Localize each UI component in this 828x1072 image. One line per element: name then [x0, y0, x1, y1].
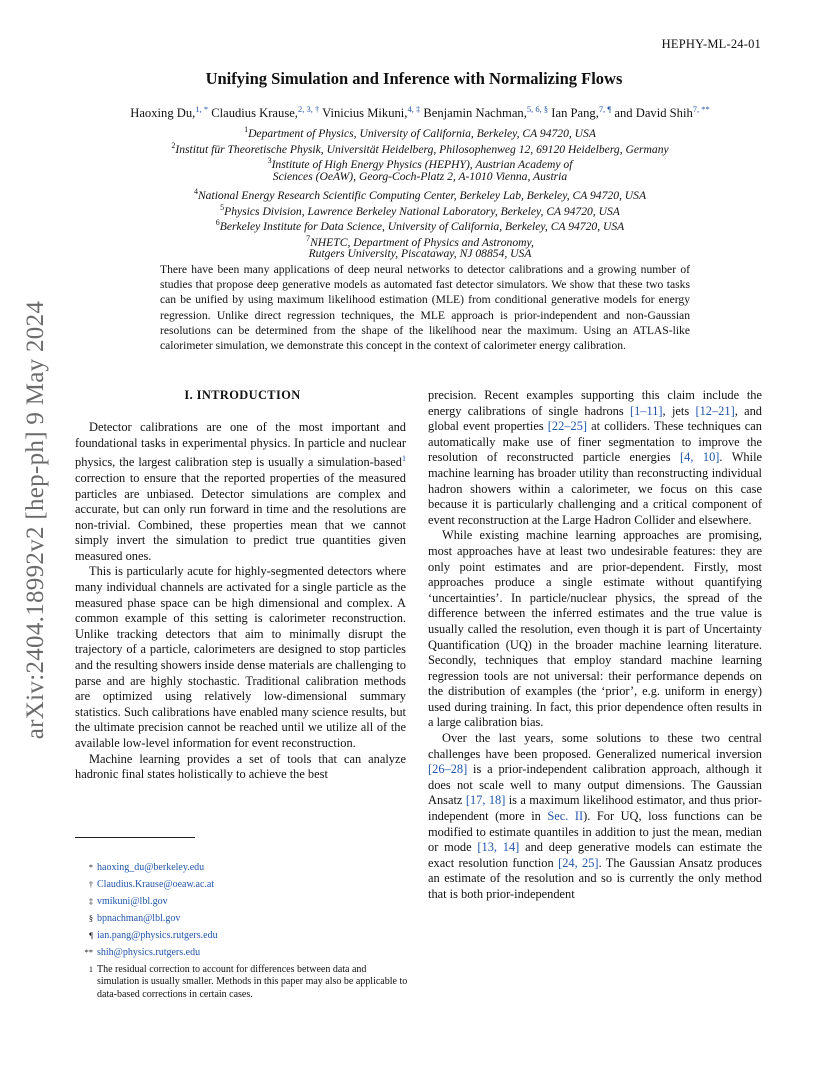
right-column [428, 388, 762, 903]
author-list [70, 104, 770, 121]
email-link[interactable]: haoxing_du@berkeley.edu [97, 862, 205, 873]
arxiv-identifier[interactable]: arXiv:2404.18992v2 [hep-ph] 9 May 2024 [22, 300, 49, 740]
section-heading: I. INTRODUCTION [184, 388, 301, 402]
paper-title: Unifying Simulation and Inference with Normalizing Flows [205, 69, 623, 88]
footnote: ¶ ian.pang@physics.rutgers.edu [75, 930, 410, 947]
author-name: Ian Pang, [551, 106, 599, 121]
author-marks[interactable]: 2, 3, † [297, 104, 320, 114]
email-link[interactable]: Claudius.Krause@oeaw.ac.at [97, 878, 215, 890]
author-marks[interactable]: 5, 6, § [526, 104, 549, 114]
author-name: Vinicius Mikuni, [322, 106, 408, 121]
author-marks[interactable]: 4, ‡ [407, 104, 421, 114]
affiliation-line: $^5$Physics Division, Lawrence Berkeley National Laboratory, Berkeley, CA 94720, USA [220, 202, 620, 218]
author-marks[interactable]: 1, * [195, 104, 209, 114]
intro-paragraph-1: Detector calibrations are one of the most important and foundational tasks in experimental physics. In particle and nuclear physics, the largest calibration step is usually a simulation-based$^1$ correction to ensure that the reported properties of the measured particles are unbiased. Detector simulations are complex and accurate, but can only run forward in time and the resolutions are non-trivial. Combined, these properties mean that we cannot simply invert the simulation to predict true quantities given measured ones. [75, 420, 406, 563]
affiliation-line: $^3$Institute of High Energy Physics (HEPHY), Austrian Academy of [267, 156, 573, 171]
author-marks[interactable]: 7, ** [692, 104, 710, 114]
email-link[interactable]: shih@physics.rutgers.edu [97, 946, 201, 958]
affiliation-line: $^7$NHETC, Department of Physics and Astronomy, [306, 233, 534, 249]
footnotes [75, 862, 410, 1001]
footnote-text: The residual correction to account for differences between data and simulation is usually smaller. Methods in this paper may also be applicable to data-based corrections in certain cases. [97, 963, 408, 1000]
citation-link[interactable]: Sec. II [547, 809, 584, 824]
affiliation-line: $^6$Berkeley Institute for Data Science, University of California, Berkeley, CA 94720, USA [215, 218, 625, 233]
citation-link[interactable]: [26–28] [428, 762, 468, 777]
arxiv-side-stamp [16, 285, 56, 755]
abstract: There have been many applications of deep neural networks to detector calibrations and a growing number of studies that propose deep generative models as automated fast detector simulators. We show that these two tasks can be unified by using maximum likelihood estimation (MLE) from conditional generative models for energy regression. Unlike direct regression techniques, the MLE approach is prior-independent and non-Gaussian resolutions can be determined from the shape of the likelihood near the maximum. Using an ATLAS-like calorimeter simulation, we demonstrate this concept in the context of calorimeter energy calibration. [160, 263, 690, 353]
affiliation-line: Rutgers University, Piscataway, NJ 08854, USA [308, 247, 532, 260]
footnote: ** shih@physics.rutgers.edu [75, 947, 410, 964]
footnote: ‡ vmikuni@lbl.gov [75, 896, 410, 913]
author-name: and David Shih [614, 106, 693, 121]
citation-link[interactable]: [17, 18] [465, 793, 506, 808]
email-link[interactable]: ian.pang@physics.rutgers.edu [97, 929, 218, 941]
email-link[interactable]: vmikuni@lbl.gov [97, 895, 168, 907]
intro-paragraph-2: This is particularly acute for highly-segmented detectors where many individual channels are activated for a single particle as the measured phase space can be high dimensional and complex. A common example of this setting is calorimeter reconstruction. Unlike tracking detectors that aim to minimally disrupt the trajectory of a particle, calorimeters are designed to stop particles and the resulting showers inside dense materials are challenging to parse and are highly stochastic. Traditional calibration methods are optimized using relatively low-dimensional summary statistics. Such calibrations have enabled many science results, but the ultimate precision cannot be reached until we utilize all of the available low-level information for event reconstruction. [75, 564, 406, 750]
citation-link[interactable]: [12–21] [695, 403, 735, 418]
author-name: Benjamin Nachman, [423, 106, 527, 121]
intro-paragraph-6: Over the last years, some solutions to these two central challenges have been proposed. Generalized numerical inversion [26–28] is a prior-independent calibration approach, although it does not scale well to many output dimensions. The Gaussian Ansatz [17, 18] is a maximum likelihood estimator, and thus prior-independent (more in Sec. II). For UQ, loss functions can be modified to estimate quantiles in addition to just the mean, median or mode [13, 14] and deep generative models can estimate the exact resolution function [24, 25]. The Gaussian Ansatz produces an estimate of the resolution and so is currently the only method that is both prior-independent [428, 731, 763, 901]
footnote: † Claudius.Krause@oeaw.ac.at [75, 879, 410, 896]
author-marks[interactable]: 7, ¶ [598, 104, 612, 114]
email-link[interactable]: bpnachman@lbl.gov [97, 912, 181, 924]
citation-link[interactable]: [24, 25] [558, 855, 599, 870]
citation-link[interactable]: [1–11] [629, 403, 663, 418]
author-name: Haoxing Du, [130, 106, 196, 121]
intro-paragraph-5: While existing machine learning approaches are promising, most approaches have at least two undesirable features: they are only point estimates and are prior-dependent. Firstly, most approaches produce a single estimate without quantifying ‘uncertainties’. In particle/nuclear physics, the spread of the difference between the inferred estimates and the true value is usually called the resolution, even though it is part of Uncertainty Quantification (UQ) in the broader machine learning literature. Secondly, techniques that employ standard machine learning regression tools are not universal: their performance depends on the distribution of examples (the ‘prior’, e.g. uniform in energy) used during training. In fact, this prior dependence often results in a large calibration bias. [428, 528, 762, 730]
footnote-ref[interactable]: 1 [402, 454, 406, 464]
footnote: § bpnachman@lbl.gov [75, 913, 410, 930]
left-column [75, 420, 406, 783]
intro-paragraph-4: precision. Recent examples supporting this claim include the energy calibrations of single hadrons [1–11], jets [12–21], and global event properties [22–25] at colliders. These techniques can automatically make use of finer segmentation to improve the resolution of reconstructed particle energies [4, 10]. While machine learning has broader utility than reconstructing individual hadron showers within a calorimeter, we focus on this case because it is particularly challenging and a critical component of event reconstruction at the Large Hadron Collider and elsewhere. [428, 388, 763, 527]
affiliation-line: $^4$National Energy Research Scientific Computing Center, Berkeley Lab, Berkeley, CA 94720, USA [193, 187, 647, 202]
affiliation-line: $^2$Institut für Theoretische Physik, Universität Heidelberg, Philosophenweg 12, 69120 Heidelberg, Germany [171, 140, 669, 156]
footnote: * haoxing_du@berkeley.edu [75, 862, 410, 879]
citation-link[interactable]: [22–25] [547, 419, 588, 434]
author-name: Claudius Krause, [211, 106, 298, 121]
footnote: $^1$ The residual correction to account for differences between data and simulation is usually smaller. Methods in this paper may also be applicable to data-based corrections in certain cases. [75, 964, 410, 1002]
affiliation-line: $^1$Department of Physics, University of California, Berkeley, CA 94720, USA [244, 125, 596, 140]
citation-link[interactable]: [4, 10] [680, 450, 720, 465]
citation-link[interactable]: [13, 14] [477, 840, 520, 855]
affiliation-line: Sciences (OeAW), Georg-Coch-Platz 2, A-1010 Vienna, Austria [272, 169, 568, 183]
footnote-rule [75, 837, 195, 838]
report-number: HEPHY-ML-24-01 [661, 37, 761, 51]
intro-paragraph-3: Machine learning provides a set of tools that can analyze hadronic final states holistically to achieve the best [75, 751, 406, 782]
